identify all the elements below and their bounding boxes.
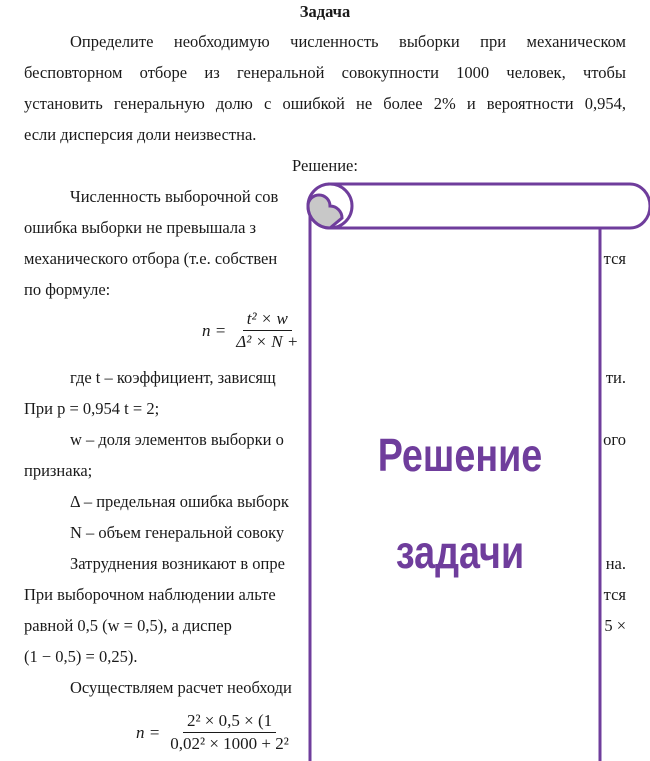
formula-lhs: n = [202, 320, 227, 340]
formula-lhs: n = [136, 722, 161, 742]
equality-line-end: 5 × [604, 616, 626, 635]
solution-text: по формуле: [24, 280, 111, 299]
definition-N: N – объем генеральной совоку [70, 523, 285, 542]
solution-heading: Решение: [292, 156, 358, 175]
formula-denominator: 0,02² × 1000 + 2² [170, 734, 289, 753]
problem-line: установить генеральную долю с ошибкой не более 2% и вероятности 0,954, [24, 94, 626, 113]
alternative-line: При выборочном наблюдении альте [24, 585, 276, 604]
formula-denominator: Δ² × N + [236, 332, 299, 351]
difficulty-line: Затруднения возникают в опре [70, 554, 285, 573]
equality-line-cont: (1 − 0,5) = 0,25). [24, 647, 138, 666]
banner-title-line1: Решение [377, 429, 543, 481]
problem-line: Определите необходимую численность выборки при механическом [70, 32, 626, 51]
definition-t: где t – коэффициент, зависящ [70, 368, 276, 387]
solution-text-end: тся [603, 249, 626, 268]
problem-line: бесповторном отборе из генеральной совокупности 1000 человек, чтобы [24, 63, 626, 82]
definition-w-cont: признака; [24, 461, 93, 480]
definition-w: w – доля элементов выборки о [70, 430, 284, 449]
sample-size-formula [202, 308, 302, 353]
definition-delta: Δ – предельная ошибка выборк [70, 492, 289, 511]
problem-line: если дисперсия доли неизвестна. [24, 125, 257, 144]
alternative-line-end: тся [603, 585, 626, 604]
calculation-line: Осуществляем расчет необходи [70, 678, 292, 697]
formula-numerator: 2² × 0,5 × (1 [183, 710, 276, 733]
definition-w-end: ого [603, 430, 626, 449]
document-title: Задача [299, 2, 351, 21]
definition-t-end: ти. [605, 368, 626, 387]
solution-text: Численность выборочной сов [70, 187, 279, 206]
equality-line: равной 0,5 (w = 0,5), а диспер [24, 616, 232, 635]
probability-line: При p = 0,954 t = 2; [24, 399, 160, 418]
solution-text: механического отбора (т.е. собствен [24, 249, 278, 268]
formula-numerator: t² × w [243, 308, 292, 331]
calculation-formula [136, 710, 293, 755]
difficulty-line-end: на. [605, 554, 626, 573]
solution-text: ошибка выборки не превышала з [24, 218, 257, 237]
banner-title-line2: задачи [395, 526, 525, 578]
